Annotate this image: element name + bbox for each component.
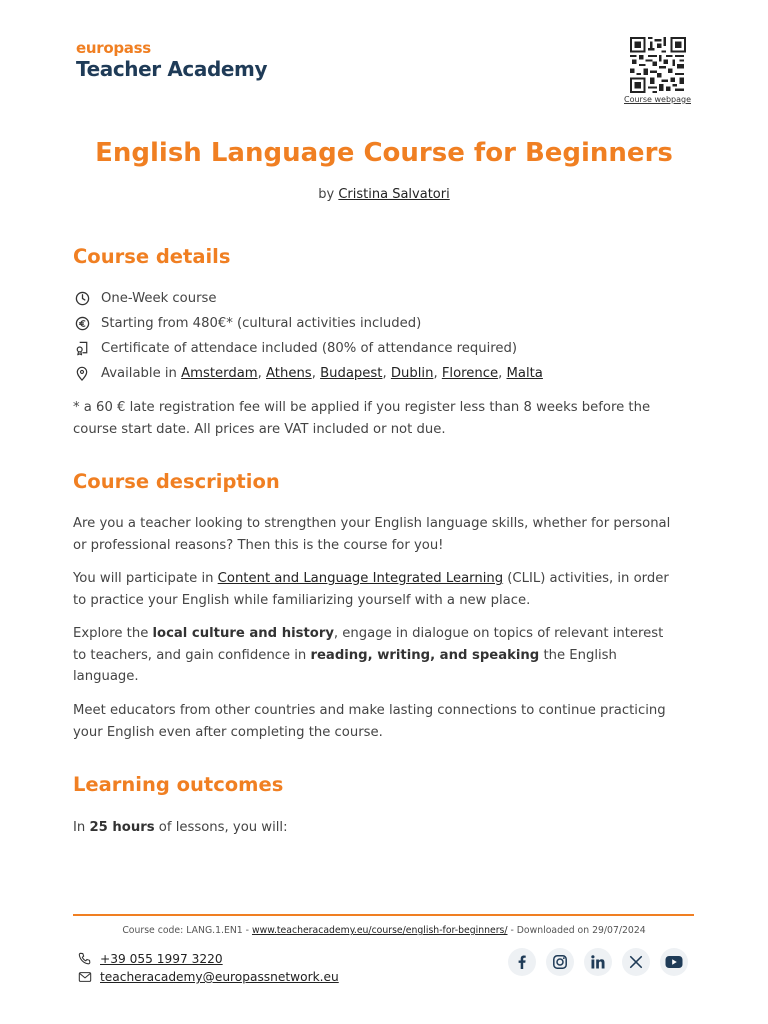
facebook-link[interactable]	[508, 948, 536, 976]
paragraph-text: to teachers, and gain confidence in	[73, 647, 311, 663]
x-link[interactable]	[622, 948, 650, 976]
byline	[0, 187, 768, 202]
paragraph-text: In	[73, 820, 90, 835]
city-link-athens[interactable]: Athens	[266, 365, 312, 381]
linkedin-icon	[590, 954, 606, 970]
description-paragraph-4	[73, 700, 703, 743]
page-title: English Language Course for Beginners	[95, 138, 673, 168]
contact-phone[interactable]	[78, 952, 223, 966]
paragraph-text: (CLIL) activities, in order	[503, 571, 669, 586]
paragraph-text: You will participate in	[73, 571, 214, 586]
download-date: - Downloaded on 29/07/2024	[507, 925, 646, 936]
email-address: teacheracademy@europassnetwork.eu	[100, 970, 339, 984]
clock-icon	[73, 289, 91, 307]
logo-brand: europass	[76, 39, 151, 57]
europass-logo[interactable]	[76, 40, 267, 81]
detail-price	[73, 313, 421, 333]
city-link-malta[interactable]: Malta	[506, 365, 543, 381]
paragraph-line: or professional reasons? Then this is the course for you!	[73, 537, 444, 553]
footer-divider	[73, 914, 694, 916]
paragraph-line: to practice your English while familiarizing yourself with a new place.	[73, 592, 531, 608]
detail-locations: Available in Amsterdam , Athens , Budapest , Dublin , Florence , Malta	[73, 363, 543, 383]
price-note-line: course start date. All prices are VAT included or not due.	[73, 421, 446, 437]
mail-icon	[78, 970, 92, 984]
paragraph-text: , engage in dialogue on topics of relevant interest	[333, 626, 664, 641]
location-pin-icon	[73, 364, 91, 382]
course-details-heading: Course details	[73, 245, 231, 268]
paragraph-line: language.	[73, 669, 139, 684]
detail-duration	[73, 288, 216, 308]
author-link[interactable]: Cristina Salvatori	[338, 187, 450, 202]
phone-icon	[78, 952, 92, 966]
linkedin-link[interactable]	[584, 948, 612, 976]
detail-text: Certificate of attendace included (80% of attendance required)	[101, 340, 518, 356]
x-icon	[629, 955, 643, 969]
description-paragraph-3	[73, 623, 703, 688]
description-paragraph-2	[73, 568, 703, 611]
city-link-dublin[interactable]: Dublin	[390, 365, 434, 381]
phone-number: +39 055 1997 3220	[100, 952, 223, 966]
available-prefix: Available in	[101, 365, 177, 381]
byline-prefix: by	[318, 187, 335, 202]
outcomes-intro	[73, 817, 703, 839]
footer-meta	[0, 925, 768, 936]
paragraph-text: Explore the	[73, 626, 153, 641]
bold-text: reading, writing, and speaking	[310, 647, 540, 663]
logo-academy: Teacher Academy	[76, 57, 268, 81]
instagram-link[interactable]	[546, 948, 574, 976]
qr-code[interactable]	[624, 37, 691, 104]
city-link-budapest[interactable]: Budapest	[320, 365, 383, 381]
social-links	[508, 948, 688, 976]
paragraph-line: Meet educators from other countries and make lasting connections to continue practicing	[73, 703, 666, 718]
paragraph-text: of lessons, you will:	[154, 820, 288, 835]
bold-text: 25 hours	[89, 820, 155, 835]
city-link-florence[interactable]: Florence	[441, 365, 499, 381]
course-description-heading: Course description	[73, 470, 280, 493]
detail-text: One-Week course	[101, 290, 217, 306]
certificate-icon	[73, 339, 91, 357]
contact-email[interactable]	[78, 970, 339, 984]
paragraph-line: your English even after completing the course.	[73, 724, 383, 740]
bold-text: local culture and history	[152, 626, 334, 641]
detail-certificate	[73, 338, 517, 358]
paragraph-line: Are you a teacher looking to strengthen your English language skills, whether for personal	[73, 516, 671, 531]
course-code: Course code: LANG.1.EN1 -	[122, 925, 252, 936]
euro-icon	[73, 314, 91, 332]
price-note-line: * a 60 € late registration fee will be applied if you register less than 8 weeks before the	[73, 400, 651, 415]
learning-outcomes-heading: Learning outcomes	[73, 773, 284, 796]
facebook-icon	[514, 954, 530, 970]
description-paragraph-1	[73, 513, 703, 556]
city-link-amsterdam[interactable]: Amsterdam	[181, 365, 258, 381]
price-note	[73, 397, 703, 440]
course-url-link[interactable]: www.teacheracademy.eu/course/english-for-beginners/	[251, 925, 508, 936]
paragraph-text: the English	[539, 647, 617, 663]
detail-text: Starting from 480€* (cultural activities included)	[101, 315, 422, 331]
youtube-link[interactable]	[660, 948, 688, 976]
qr-code-icon	[628, 37, 688, 93]
qr-caption[interactable]: Course webpage	[624, 95, 691, 104]
instagram-icon	[552, 954, 568, 970]
clil-link[interactable]: Content and Language Integrated Learning	[217, 571, 504, 586]
youtube-icon	[665, 955, 683, 969]
